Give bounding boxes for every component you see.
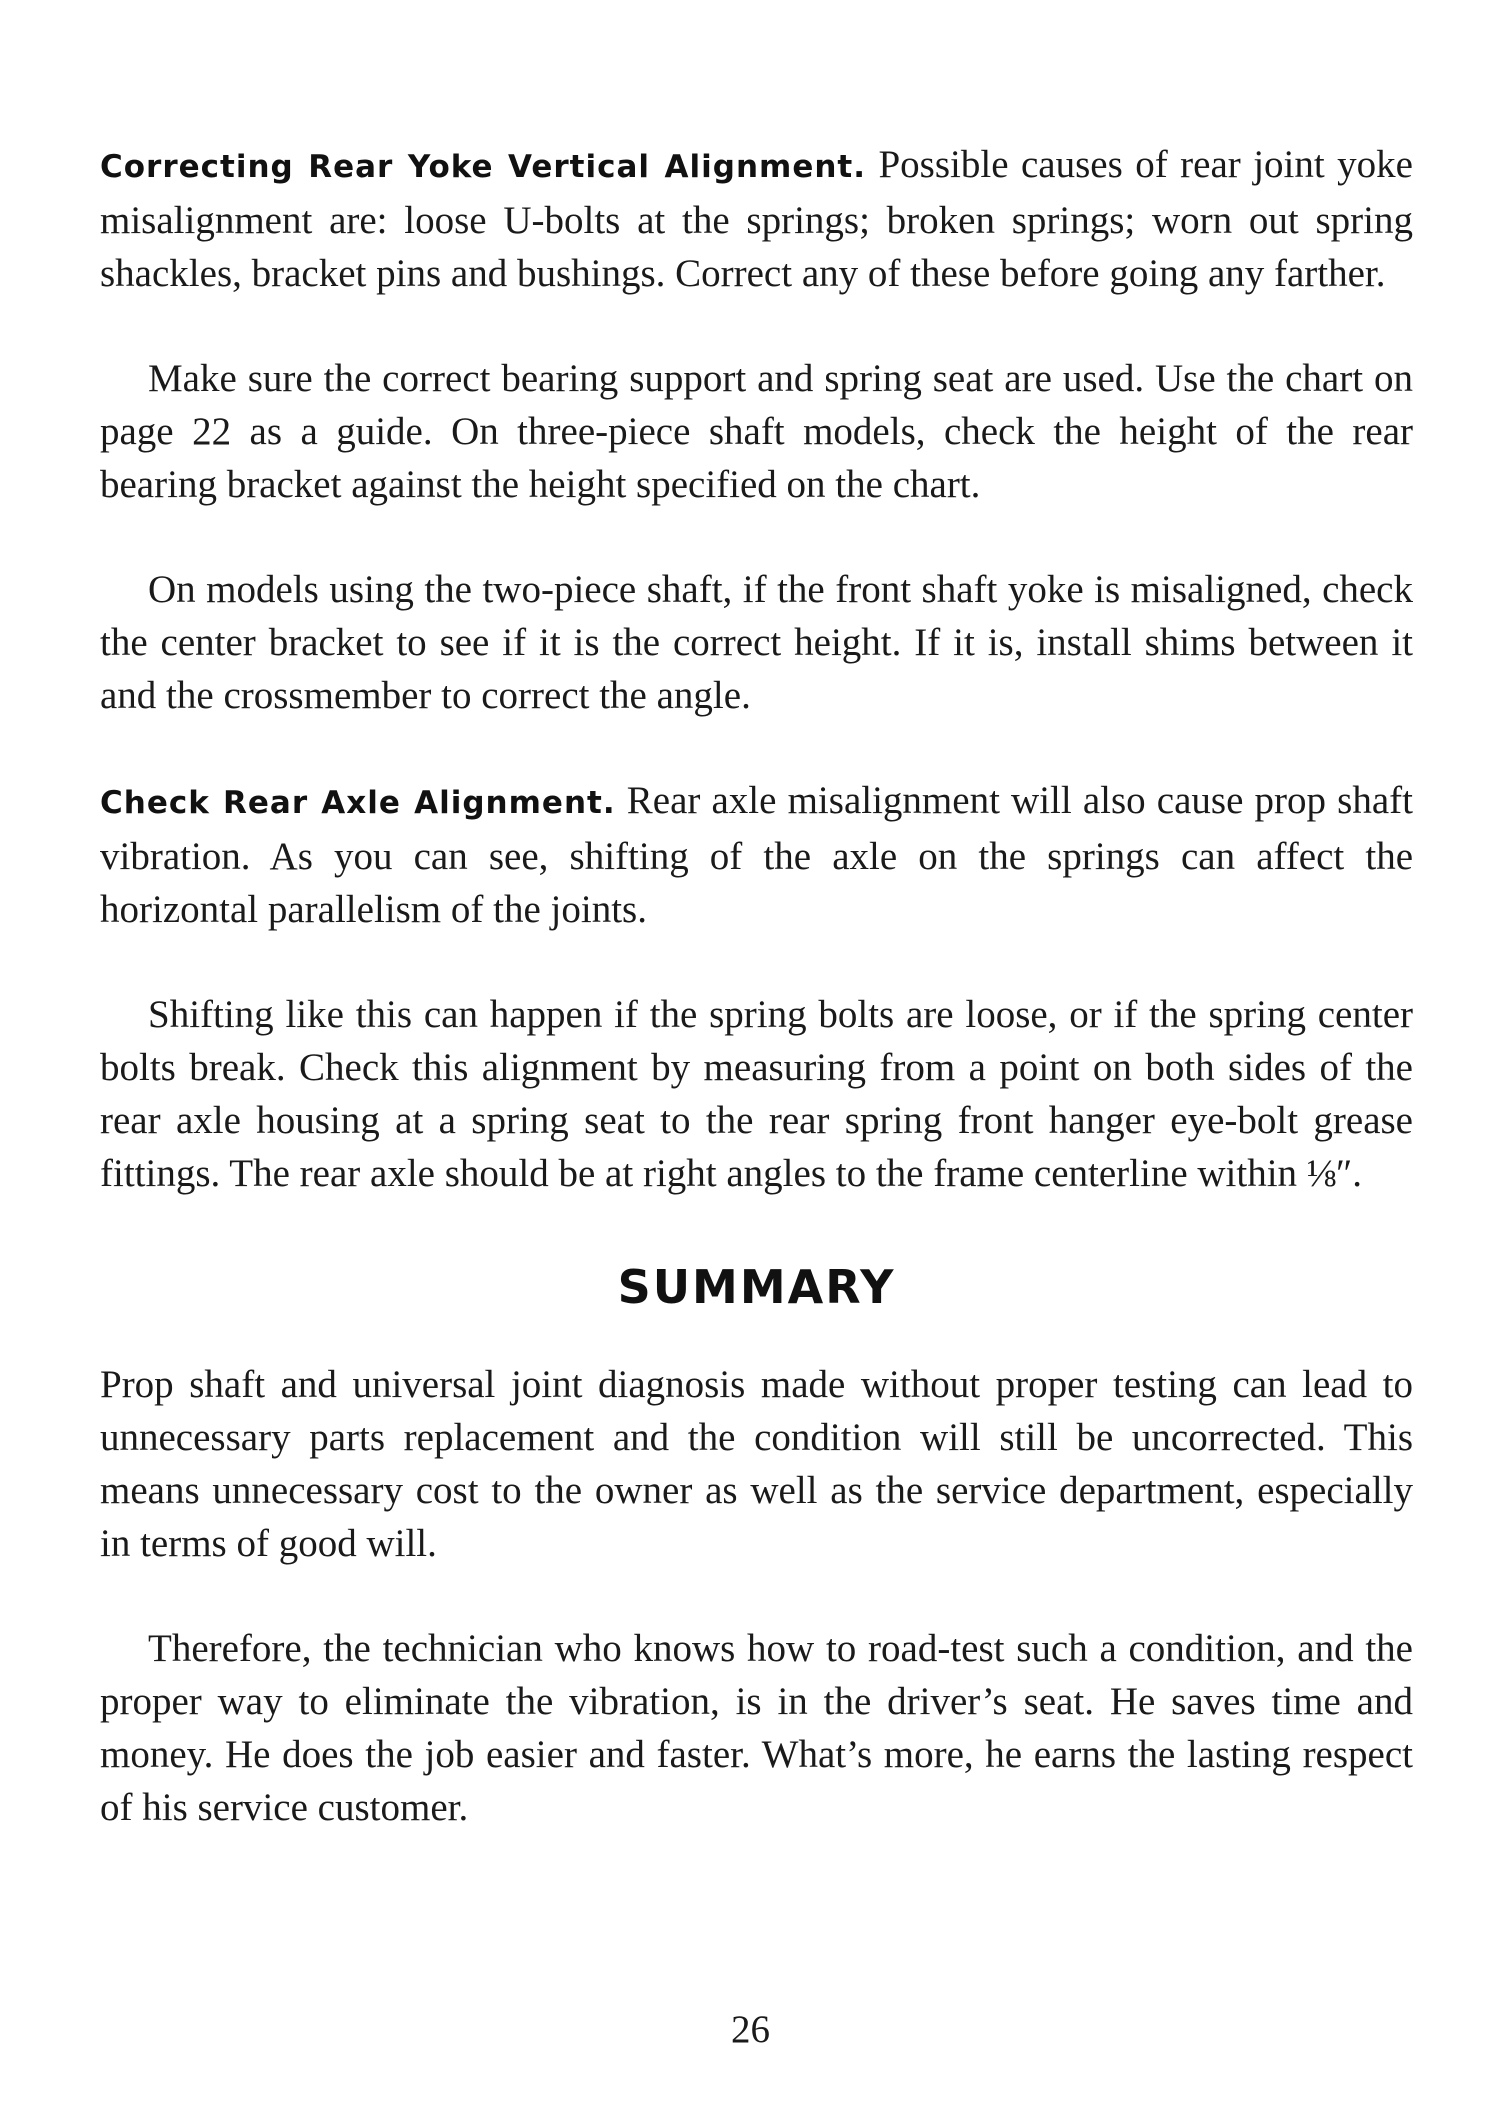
paragraph-summary-technician: Therefore, the technician who knows how to road-test such a condition, and the proper way to eliminate the vibration, is in the driver’s seat. He saves time and money. He does the job easier and faster. What’s more, he earns the lasting respect of his service customer. bbox=[100, 1627, 1413, 1829]
paragraph-text: Rear axle misalignment will also cause prop shaft vibration. As you can see, shifting of the axle on the springs can affect the horizontal parallelism of the joints. bbox=[100, 779, 1413, 931]
page-number: 26 bbox=[731, 2008, 770, 2051]
paragraph-bearing-support: Make sure the correct bearing support and spring seat are used. Use the chart on page 22 as a guide. On three-piece shaft models, check the height of the rear bearing bracket against the height specified on the chart. bbox=[100, 357, 1413, 506]
page-content bbox=[100, 138, 1413, 1886]
paragraph-shifting: Shifting like this can happen if the spring bolts are loose, or if the spring center bolts break. Check this alignment by measuring from a point on both sides of the rear axle housing at a spring seat to the rear spring front hanger eye-bolt grease fittings. The rear axle should be at right angles to the frame centerline within ⅛″. bbox=[100, 993, 1413, 1195]
paragraph-two-piece-shaft: On models using the two-piece shaft, if the front shaft yoke is misaligned, check the center bracket to see if it is the correct height. If it is, install shims between it and the crossmember to correct the angle. bbox=[100, 568, 1413, 717]
section-heading-summary: SUMMARY bbox=[617, 1260, 896, 1314]
paragraph-rear-axle-alignment bbox=[100, 774, 1413, 936]
runin-heading-rear-axle: Check Rear Axle Alignment. bbox=[100, 785, 616, 821]
runin-heading-rear-yoke: Correcting Rear Yoke Vertical Alignment. bbox=[100, 149, 867, 185]
paragraph-rear-yoke-alignment bbox=[100, 138, 1413, 300]
paragraph-text: Possible causes of rear joint yoke misalignment are: loose U-bolts at the springs; broken springs; worn out spring shackles, bracket pins and bushings. Correct any of these before going any farther. bbox=[100, 143, 1413, 295]
paragraph-summary-diagnosis: Prop shaft and universal joint diagnosis made without proper testing can lead to unnecessary parts replacement and the condition will still be uncorrected. This means unnecessary cost to the owner as well as the service department, especially in terms of good will. bbox=[100, 1363, 1413, 1565]
